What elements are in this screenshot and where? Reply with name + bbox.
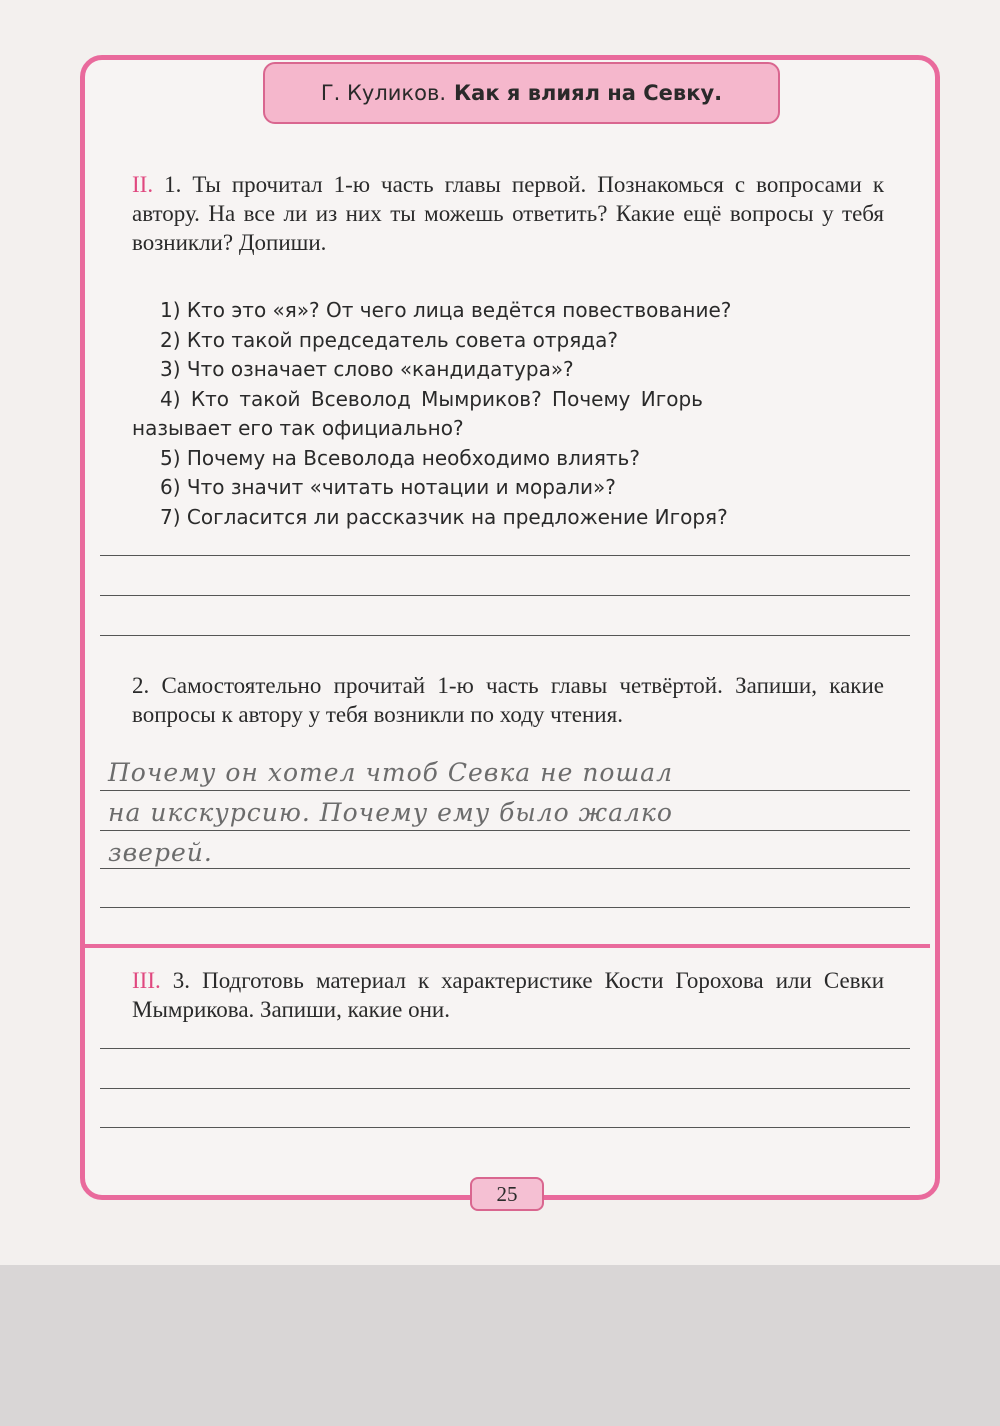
question-item: 3) Что означает слово «кандидатура»? bbox=[160, 357, 574, 381]
answer-line bbox=[100, 790, 910, 791]
question-item: 7) Согласится ли рассказчик на предложение Игоря? bbox=[160, 504, 728, 529]
question-item: 2) Кто такой председатель совета отряда? bbox=[160, 327, 618, 352]
question-list bbox=[132, 296, 892, 532]
scan-background bbox=[0, 1265, 1000, 1426]
task-2-text: 2. Самостоятельно прочитай 1-ю часть главы четвёртой. Запиши, какие вопросы к автору у тебя возникли по ходу чтения. bbox=[132, 673, 884, 727]
handwritten-answer: зверей. bbox=[108, 838, 213, 867]
question-item: 4) Кто такой Всеволод Мымриков? Почему Игорь bbox=[160, 386, 703, 411]
question-item: 6) Что значит «читать нотации и морали»? bbox=[160, 475, 616, 499]
answer-line bbox=[100, 555, 910, 556]
task-1 bbox=[132, 170, 884, 257]
answer-line bbox=[100, 1127, 910, 1128]
answer-line bbox=[100, 1088, 910, 1089]
story-title: Как я влиял на Севку. bbox=[454, 81, 723, 105]
section-divider bbox=[85, 944, 930, 948]
author-name: Г. Куликов. bbox=[320, 81, 447, 105]
question-item: 1) Кто это «я»? От чего лица ведётся повествование? bbox=[160, 298, 732, 322]
answer-line bbox=[100, 595, 910, 596]
answer-line bbox=[100, 830, 910, 831]
section-number: II. bbox=[132, 172, 154, 197]
task-3-text: 3. Подготовь материал к характеристике Кости Горохова или Севки Мымрикова. Запиши, какие они. bbox=[132, 968, 885, 1022]
chapter-header bbox=[263, 62, 780, 124]
handwritten-answer: на икскурсию. Почему ему было жалко bbox=[108, 798, 673, 827]
task-1-text: 1. Ты прочитал 1-ю часть главы первой. Познакомься с вопросами к автору. На все ли из них ты можешь ответить? Какие ещё вопросы у тебя возникли? Допиши. bbox=[132, 172, 885, 255]
answer-line bbox=[100, 1048, 910, 1049]
answer-line bbox=[100, 635, 910, 636]
answer-line bbox=[100, 868, 910, 869]
answer-line bbox=[100, 907, 910, 908]
question-item: называет его так официально? bbox=[132, 416, 464, 440]
handwritten-answer: Почему он хотел чтоб Севка не пошал bbox=[108, 758, 673, 787]
page-number: 25 bbox=[470, 1177, 544, 1211]
question-item: 5) Почему на Всеволода необходимо влиять? bbox=[160, 445, 640, 470]
section-number: III. bbox=[132, 968, 161, 993]
task-3 bbox=[132, 966, 884, 1024]
